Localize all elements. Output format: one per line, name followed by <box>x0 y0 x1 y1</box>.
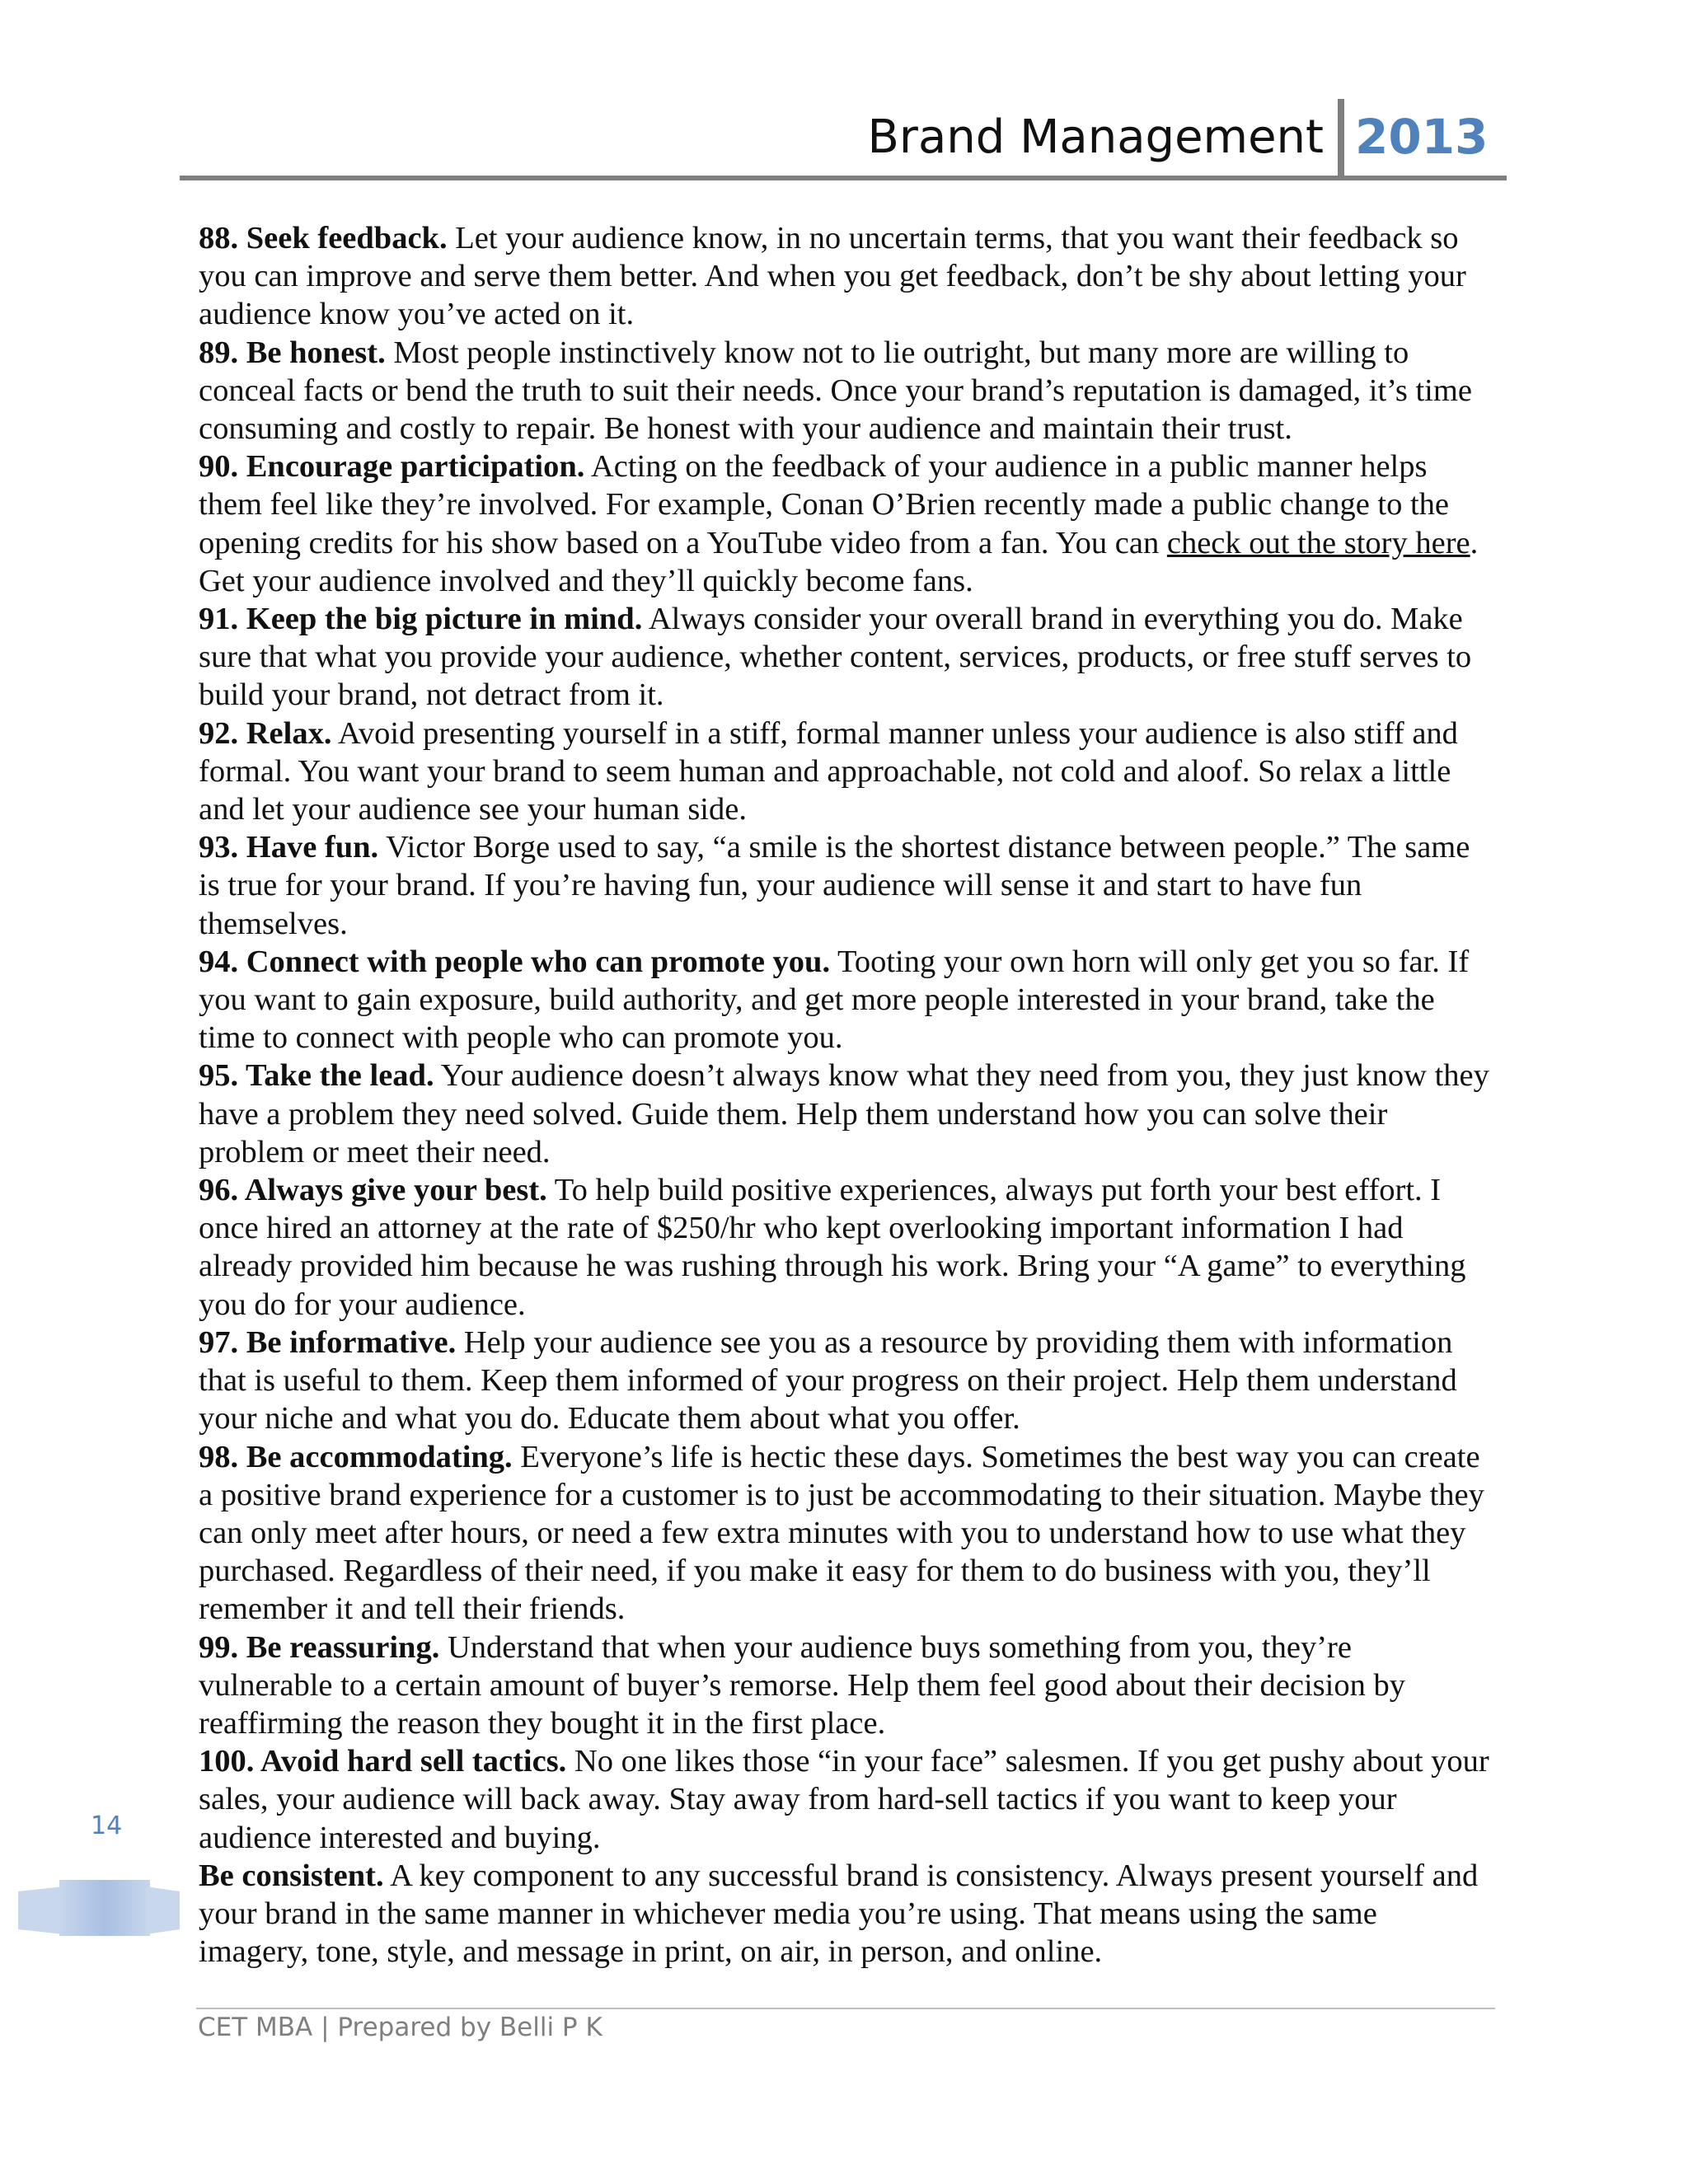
tip-heading: 99. Be reassuring. <box>199 1629 440 1665</box>
tip-heading: 95. Take the lead. <box>199 1058 434 1094</box>
tip-paragraph <box>199 1057 1493 1171</box>
tip-paragraph <box>199 448 1493 600</box>
tip-body: Your audience doesn’t always know what they need from you, they just know they have a problem they need solved. Guide them. Help them understand how you can solve their problem or meet their need. <box>199 1058 1489 1169</box>
tip-body: Avoid presenting yourself in a stiff, formal manner unless your audience is also stiff and formal. You want your brand to seem human and approachable, not cold and aloof. So relax a little and let your audience see your human side. <box>199 715 1458 827</box>
tip-body: Everyone’s life is hectic these days. Sometimes the best way you can create a positive brand experience for a customer is to just be accommodating to their situation. Maybe they can only meet after hours, or need a few extra minutes with you to understand how to use what they purchased. Regardless of their need, if you make it easy for them to do business with you, they’ll remember it and tell their friends. <box>199 1439 1484 1627</box>
footer-text: CET MBA | Prepared by Belli P K <box>198 2013 603 2042</box>
tip-body: Help your audience see you as a resource by providing them with information that is useful to them. Keep them informed of your progress on their project. Help them understand your niche and what you do. Educate them about what you offer. <box>199 1324 1457 1436</box>
document-title: Brand Management <box>867 110 1324 164</box>
tip-heading: 91. Keep the big picture in mind. <box>199 602 643 637</box>
tip-heading: 97. Be informative. <box>199 1324 457 1360</box>
header-divider <box>1338 99 1344 180</box>
tip-heading: 90. Encourage participation. <box>199 449 585 485</box>
document-year: 2013 <box>1355 109 1489 165</box>
tip-paragraph <box>199 828 1493 943</box>
tip-body: To help build positive experiences, always put forth your best effort. I once hired an attorney at the rate of $250/hr who kept overlooking important information I had already provided him because he was rushing through his work. Bring your “A game” to everything you do for your audience. <box>199 1173 1466 1322</box>
tip-paragraph <box>199 219 1493 334</box>
tip-paragraph <box>199 1857 1493 1971</box>
tip-heading: 92. Relax. <box>199 715 332 751</box>
tip-paragraph <box>199 715 1493 829</box>
tip-heading: 98. Be accommodating. <box>199 1439 513 1474</box>
tip-paragraph <box>199 600 1493 715</box>
footer-rule <box>196 2008 1495 2009</box>
tip-body: Always consider your overall brand in everything you do. Make sure that what you provide your audience, whether content, services, products, or free stuff serves to build your brand, not detract from it. <box>199 602 1472 713</box>
tip-body: Most people instinctively know not to lie outright, but many more are willing to conceal facts or bend the truth to suit their needs. Once your brand’s reputation is damaged, it’s time consuming and costly to repair. Be honest with your audience and maintain their trust. <box>199 335 1472 447</box>
page-tab-ribbon-icon <box>18 1875 180 1941</box>
tip-paragraph <box>199 1171 1493 1324</box>
tip-body: Let your audience know, in no uncertain terms, that you want their feedback so you can improve and serve them better. And when you get feedback, don’t be shy about letting your audience know you’ve acted on it. <box>199 221 1466 332</box>
tip-body-continued: . Get your audience involved and they’ll quickly become fans. <box>199 525 1479 598</box>
tip-body: Victor Borge used to say, “a smile is the shortest distance between people.” The same is true for your brand. If you’re having fun, your audience will sense it and start to have fun themselves. <box>199 830 1470 941</box>
tip-heading: 93. Have fun. <box>199 830 379 865</box>
page-number: 14 <box>91 1811 123 1840</box>
page-header <box>180 99 1507 181</box>
tip-paragraph <box>199 1324 1493 1438</box>
tip-heading: 88. Seek feedback. <box>199 221 448 255</box>
header-rule <box>180 176 1507 180</box>
tip-body: Acting on the feedback of your audience in a public manner helps them feel like they’re involved. For example, Conan O’Brien recently made a public change to the opening credits for his show based on a YouTube video from a fan. You can <box>199 449 1450 560</box>
tip-paragraph <box>199 1629 1493 1743</box>
story-link[interactable]: check out the story here <box>1166 525 1470 560</box>
tip-body: No one likes those “in your face” salesmen. If you get pushy about your sales, your audience will back away. Stay away from hard-sell tactics if you want to keep your audience interested and buying. <box>199 1744 1489 1855</box>
tip-paragraph <box>199 334 1493 448</box>
tip-heading: 100. Avoid hard sell tactics. <box>199 1744 567 1779</box>
tips-list <box>199 219 1493 1971</box>
tip-paragraph <box>199 1438 1493 1629</box>
tip-paragraph <box>199 943 1493 1057</box>
tip-paragraph <box>199 1742 1493 1857</box>
tip-body: Understand that when your audience buys something from you, they’re vulnerable to a certain amount of buyer’s remorse. Help them feel good about their decision by reaffirming the reason they bought it in the first place. <box>199 1629 1405 1741</box>
tip-heading: 96. Always give your best. <box>199 1173 547 1208</box>
tip-heading: 94. Connect with people who can promote you. <box>199 944 831 979</box>
tip-heading: Be consistent. <box>199 1858 384 1893</box>
tip-body: Tooting your own horn will only get you so far. If you want to gain exposure, build authority, and get more people interested in your brand, take the time to connect with people who can promote you. <box>199 944 1470 1056</box>
tip-heading: 89. Be honest. <box>199 335 386 370</box>
tip-body: A key component to any successful brand is consistency. Always present yourself and your brand in the same manner in whichever media you’re using. That means using the same imagery, tone, style, and message in print, on air, in person, and online. <box>199 1858 1479 1970</box>
